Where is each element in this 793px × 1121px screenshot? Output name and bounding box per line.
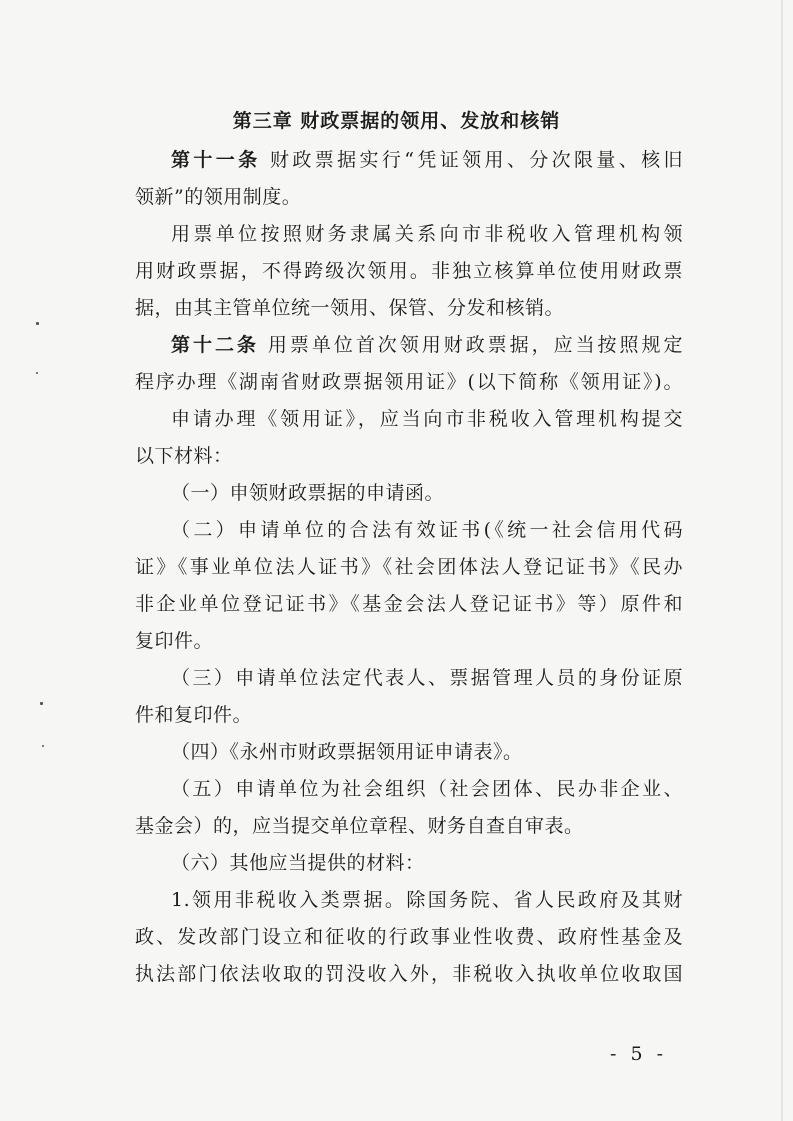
list-item: （五）申请单位为社会组织（社会团体、民办非企业、 [171,778,683,800]
list-item: （二）申请单位的合法有效证书(《统一社会信用代码 [171,519,683,541]
scan-speck [36,372,38,374]
scan-edge [781,0,783,1121]
paragraph-line: 证》《事业单位法人证书》《社会团体法人登记证书》《民办 [135,556,683,578]
list-item: （三）申请单位法定代表人、票据管理人员的身份证原 [171,667,683,689]
paragraph-line: 第十二条 用票单位首次领用财政票据，应当按照规定 [171,334,683,356]
paragraph-line: 据，由其主管单位统一领用、保管、分发和核销。 [135,297,565,319]
scan-speck [36,322,39,325]
paragraph-line: 件和复印件。 [135,704,253,726]
paragraph-line: 用财政票据，不得跨级次领用。非独立核算单位使用财政票 [135,260,683,282]
page-number: - 5 - [610,1043,668,1065]
list-item: （一）申领财政票据的申请函。 [171,482,445,504]
article-heading: 第十一条 [171,149,261,171]
paragraph-line: 用票单位按照财务隶属关系向市非税收入管理机构领 [171,223,683,245]
list-item: （四）《永州市财政票据领用证申请表》。 [171,741,523,763]
list-item: （六）其他应当提供的材料： [171,852,425,874]
paragraph-line: 程序办理《湖南省财政票据领用证》(以下简称《领用证》)。 [135,371,683,393]
scan-speck [40,702,43,705]
scan-speck [42,745,44,747]
paragraph-line: 非企业单位登记证书》《基金会法人登记证书》等）原件和 [135,593,683,615]
paragraph-line: 复印件。 [135,630,214,652]
paragraph-line: 政、发改部门设立和征收的行政事业性收费、政府性基金及 [135,926,683,948]
paragraph-line: 执法部门依法收取的罚没收入外，非税收入执收单位收取国 [135,963,683,985]
paragraph-line: 领新”的领用制度。 [135,186,302,208]
paragraph-line: 申请办理《领用证》，应当向市非税收入管理机构提交 [171,408,683,430]
list-item: 1.领用非税收入类票据。除国务院、省人民政府及其财 [171,889,683,911]
article-heading: 第十二条 [171,334,259,356]
paragraph-line: 以下材料： [135,445,233,467]
chapter-title: 第三章 财政票据的领用、发放和核销 [232,110,561,132]
paragraph-line: 基金会）的，应当提交单位章程、财务自查自审表。 [135,815,584,837]
paragraph-line: 第十一条 财政票据实行“凭证领用、分次限量、核旧 [171,149,683,171]
